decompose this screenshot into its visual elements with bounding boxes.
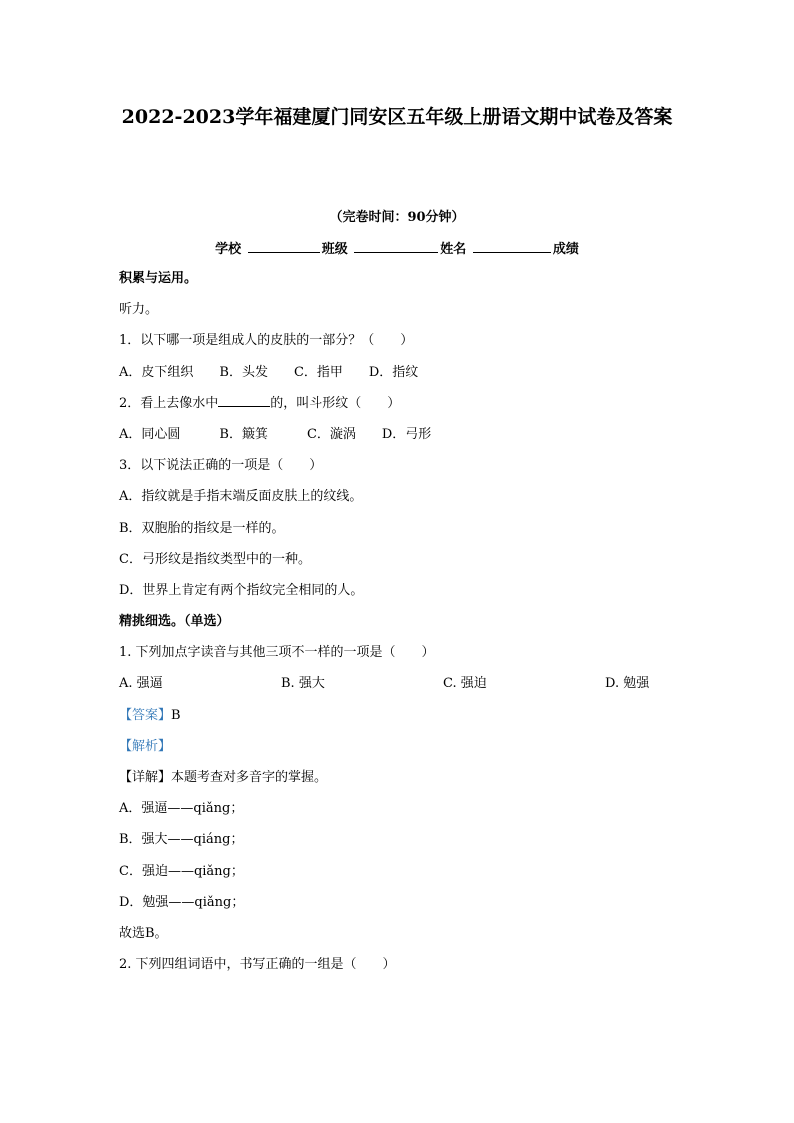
option: B．双胞胎的指纹是一样的。 [119,520,285,536]
section-heading: 精挑细选。（单选） [119,614,230,630]
document-title: 2022-2023学年福建厦门同安区五年级上册语文期中试卷及答案 [121,106,673,128]
answer-label: 【答案】 [119,707,172,723]
class-label: 班级 [321,242,348,257]
exam-duration: （完卷时间：90分钟） [329,210,465,225]
answer-line [119,700,679,731]
question-options: A．皮下组织 B．头发 C．指甲 D．指纹 [119,364,419,380]
section-heading: 积累与运用。 [119,271,198,286]
conclusion: 故选B。 [119,925,168,941]
option: D. 勉强 [605,676,650,692]
option: C．弓形纹是指纹类型中的一种。 [119,551,311,567]
document-body [119,263,679,980]
question: 3．以下说法正确的一项是（ ） [119,458,323,474]
student-info-line [0,238,794,257]
question-text: 2．看上去像水中 [119,395,219,411]
school-blank[interactable] [248,239,320,253]
explanation: C．强迫——qiǎng； [119,863,244,879]
school-label: 学校 [215,242,242,257]
option: C. 强迫 [443,676,487,692]
name-blank[interactable] [473,239,551,253]
analysis-label: 【解析】 [119,738,172,754]
option: D．世界上肯定有两个指纹完全相同的人。 [119,582,364,598]
question-options: A．同心圆 B．簸箕 C．漩涡 D．弓形 [119,426,432,442]
score-label: 成绩 [552,242,579,257]
option: A．指纹就是手指末端反面皮肤上的纹线。 [119,489,363,505]
name-label: 姓名 [440,242,467,257]
question-text: 的，叫斗形纹（ ） [270,395,401,411]
explanation: D．勉强——qiǎng； [119,894,245,910]
class-blank[interactable] [354,239,438,253]
section-subheading: 听力。 [119,302,159,318]
question [119,388,679,419]
fill-blank [218,394,270,407]
question-options [119,668,679,699]
explanation: B．强大——qiáng； [119,832,244,848]
question: 1．以下哪一项是组成人的皮肤的一部分？（ ） [119,333,414,349]
explanation: A．强逼——qiǎng； [119,801,244,817]
question: 1. 下列加点字读音与其他三项不一样的一项是（ ） [119,645,435,661]
option: A. 强逼 [119,676,163,692]
question: 2. 下列四组词语中，书写正确的一组是（ ） [119,957,396,973]
detail-text: 【详解】本题考查对多音字的掌握。 [119,770,328,785]
option: B. 强大 [281,676,325,692]
answer-value: B [171,707,181,723]
